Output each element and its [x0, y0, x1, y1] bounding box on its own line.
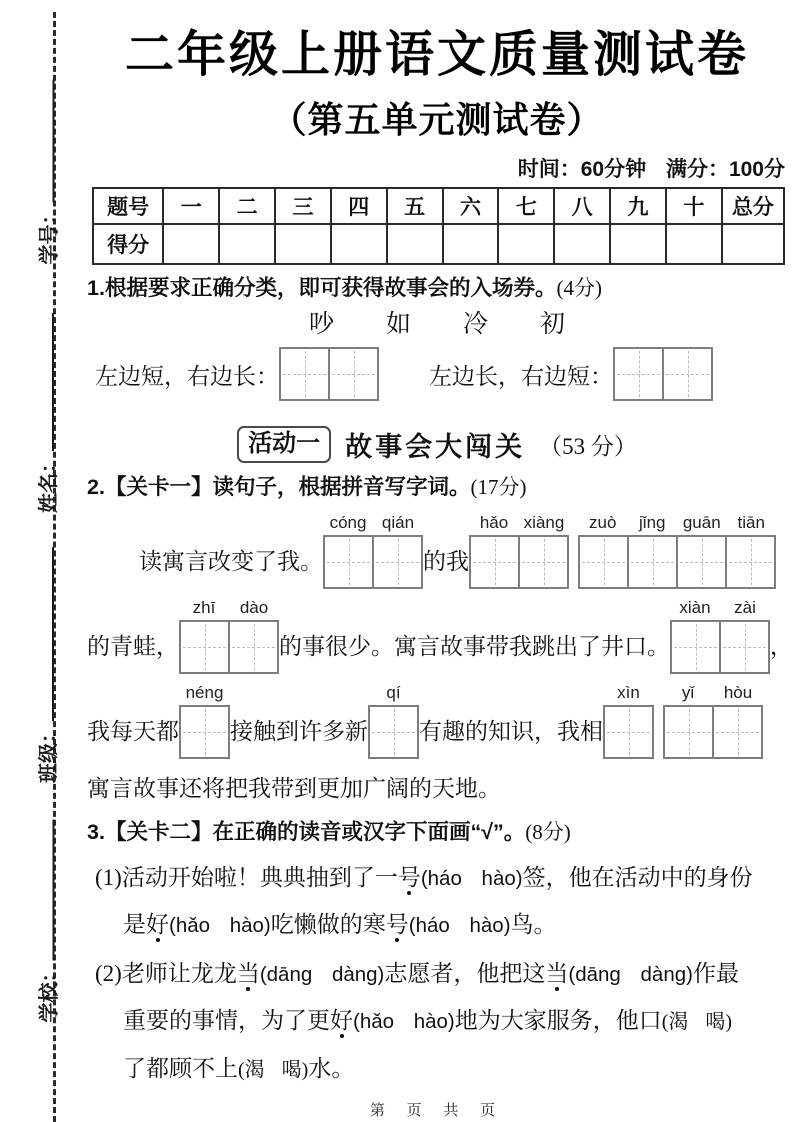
score-cell	[219, 224, 275, 264]
q3-item1-line2: 是好(hǎo hào)吃懒做的寒号(háo hào)鸟。	[123, 912, 557, 937]
col-9: 九	[610, 188, 666, 224]
write-cell	[665, 707, 712, 757]
pinyin-labels: zhī dào	[192, 598, 269, 617]
q2-text-segment: 的青蛙，	[87, 634, 179, 659]
write-cell	[676, 537, 725, 587]
student-name-label: 姓名：	[38, 453, 60, 513]
q1-left-label: 左边短，右边长：	[95, 363, 279, 389]
activity-badge: 活动一	[237, 426, 331, 463]
pinyin-labels: zuò jǐng guān tiān	[589, 513, 765, 532]
pinyin-answer-box	[323, 513, 423, 589]
score-cell	[554, 224, 610, 264]
q3-score: (8分)	[525, 820, 571, 844]
activity-title: 故事会大闯关	[345, 432, 526, 462]
col-8: 八	[554, 188, 610, 224]
pinyin-labels: yǐ hòu	[681, 683, 753, 702]
pinyin-answer-box	[670, 598, 770, 674]
class-blank-line	[52, 547, 54, 721]
school-blank-line	[53, 820, 55, 961]
q1-answer-boxes-left	[279, 347, 379, 401]
col-6: 六	[443, 188, 499, 224]
score-cell	[163, 224, 219, 264]
q1-sorting-row	[87, 347, 787, 401]
q2-text-segment: ，	[770, 634, 793, 659]
q2-line-2	[87, 598, 793, 674]
pinyin-choice: (háo hào)	[420, 867, 523, 890]
q2-text-segment: 的我	[423, 549, 469, 574]
item-marker: (2)	[95, 961, 122, 986]
col-10: 十	[666, 188, 722, 224]
pinyin-labels: xìn	[617, 683, 640, 702]
student-id-label: 学号：	[38, 204, 61, 265]
write-cell	[725, 537, 774, 587]
pinyin-answer-box	[469, 513, 569, 589]
q2-line-3	[87, 683, 787, 759]
q1-number: 1.	[87, 276, 105, 300]
q1-char: 吵	[308, 311, 334, 338]
exam-info	[87, 158, 787, 182]
q3-item1-line1: (1)活动开始啦！典典抽到了一号(háo hào)签，他在活动中的身份	[95, 865, 753, 890]
write-cell	[712, 707, 761, 757]
write-cell	[471, 537, 518, 587]
score-cell	[498, 224, 554, 264]
page-subtitle: （第五单元测试卷）	[270, 99, 604, 140]
write-cell	[627, 537, 676, 587]
q2-line-4: 寓言故事还将把我带到更加广阔的天地。	[87, 776, 501, 801]
col-1: 一	[163, 188, 219, 224]
emphasized-char: 当	[236, 961, 260, 986]
student-name-blank-line	[52, 313, 54, 451]
q1-char: 冷	[463, 311, 489, 338]
emphasized-char: 号	[397, 865, 421, 890]
write-cell	[325, 537, 372, 587]
activity-score: （53 分）	[539, 434, 637, 459]
q2-text-segment: 读寓言改变了我。	[139, 549, 323, 574]
character-choice: (渴 喝)	[238, 1059, 309, 1081]
score-cell	[387, 224, 443, 264]
col-total: 总分	[722, 188, 784, 224]
emphasized-char: 好	[330, 1008, 353, 1033]
write-cell	[370, 707, 417, 757]
pinyin-choice: (hǎo hào)	[169, 914, 271, 937]
student-id-field	[33, 80, 59, 265]
pinyin-labels: qí	[386, 683, 401, 702]
student-id-blank-line	[53, 80, 55, 203]
paper-body	[87, 0, 793, 1120]
class-label: 班级：	[38, 723, 60, 783]
write-cell	[662, 349, 711, 399]
col-7: 七	[498, 188, 554, 224]
emphasized-char: 号	[385, 912, 409, 937]
pinyin-answer-box	[179, 683, 230, 759]
q3-number: 3.	[87, 820, 105, 844]
write-cell	[328, 349, 377, 399]
write-cell	[518, 537, 567, 587]
page-title: 二年级上册语文质量测试卷	[124, 28, 749, 82]
item-marker: (1)	[95, 865, 122, 890]
q1-text: 根据要求正确分类，即可获得故事会的入场券。	[104, 276, 557, 300]
page-footer: 第 页 共 页	[369, 1103, 505, 1119]
pinyin-labels: néng	[185, 683, 224, 702]
pinyin-answer-box	[368, 683, 419, 759]
q1-stem	[87, 274, 787, 302]
emphasized-char: 当	[545, 961, 569, 986]
q2-text-segment: 我每天都	[87, 719, 179, 744]
pinyin-choice: (háo hào)	[408, 914, 511, 937]
q2-text-segment: 有趣的知识，我相	[419, 719, 603, 744]
q2-text: 【关卡一】读句子，根据拼音写字词。	[104, 475, 471, 499]
q2-number: 2.	[87, 475, 105, 499]
q1-score: (4分)	[556, 276, 602, 300]
col-5: 五	[387, 188, 443, 224]
write-cell	[181, 707, 228, 757]
q1-char: 如	[385, 311, 411, 338]
write-cell	[605, 707, 652, 757]
write-cell	[672, 622, 719, 672]
q3-item2-line3: 了都顾不上(渴 喝)水。	[123, 1056, 355, 1081]
write-cell	[580, 537, 627, 587]
write-cell	[615, 349, 662, 399]
pinyin-answer-box	[663, 683, 763, 759]
pinyin-answer-box	[603, 683, 654, 759]
score-table-header-row	[93, 188, 784, 224]
pinyin-choice: (dāng dàng)	[259, 963, 385, 986]
write-cell	[372, 537, 421, 587]
school-label: 学校：	[38, 962, 61, 1023]
write-cell	[281, 349, 328, 399]
q2-text-segment: 的事很少。寓言故事带我跳出了井口。	[279, 634, 670, 659]
emphasized-char: 好	[146, 912, 169, 937]
q3-item2-line2: 重要的事情，为了更好(hǎo hào)地为大家服务，他口(渴 喝)	[123, 1008, 733, 1033]
score-cell	[275, 224, 331, 264]
pinyin-choice: (hǎo hào)	[353, 1010, 455, 1033]
score-cell	[666, 224, 722, 264]
q3-stem	[87, 818, 787, 846]
q2-text-segment: 接触到许多新	[230, 719, 368, 744]
pinyin-labels: cóng qián	[329, 513, 415, 532]
q1-char: 初	[540, 311, 566, 338]
q3-text: 【关卡二】在正确的读音或汉字下面画“√”。	[104, 820, 526, 844]
q2-line-1	[87, 513, 787, 589]
activity-banner	[87, 425, 787, 464]
col-4: 四	[331, 188, 387, 224]
time-limit: 时间：60分钟	[517, 158, 647, 181]
write-cell	[719, 622, 768, 672]
q2-score: (17分)	[470, 475, 527, 499]
full-score: 满分：100分	[665, 158, 785, 181]
col-2: 二	[219, 188, 275, 224]
q1-right-label: 左边长，右边短：	[429, 363, 613, 389]
q2-stem	[87, 473, 787, 501]
score-label: 得分	[93, 224, 163, 264]
student-name-field	[32, 313, 58, 513]
score-cell	[610, 224, 666, 264]
character-choice: (渴 喝)	[661, 1011, 733, 1033]
score-cell	[331, 224, 387, 264]
col-3: 三	[275, 188, 331, 224]
pinyin-labels: hǎo xiàng	[479, 513, 565, 532]
pinyin-answer-box	[578, 513, 776, 589]
question-number-label: 题号	[93, 188, 163, 224]
score-table	[92, 187, 785, 265]
class-field	[32, 547, 58, 783]
write-cell	[228, 622, 277, 672]
q1-character-row	[87, 310, 787, 340]
score-cell	[443, 224, 499, 264]
pinyin-answer-box	[179, 598, 279, 674]
pinyin-labels: xiàn zài	[679, 598, 756, 617]
q1-answer-boxes-right	[613, 347, 713, 401]
score-table-score-row	[93, 224, 784, 264]
school-field	[33, 820, 59, 1023]
pinyin-choice: (dāng dàng)	[568, 963, 693, 986]
score-cell	[722, 224, 784, 264]
q3-item2-line1: (2)老师让龙龙当(dāng dàng)志愿者，他把这当(dāng dàng)作最	[95, 961, 739, 986]
write-cell	[181, 622, 228, 672]
